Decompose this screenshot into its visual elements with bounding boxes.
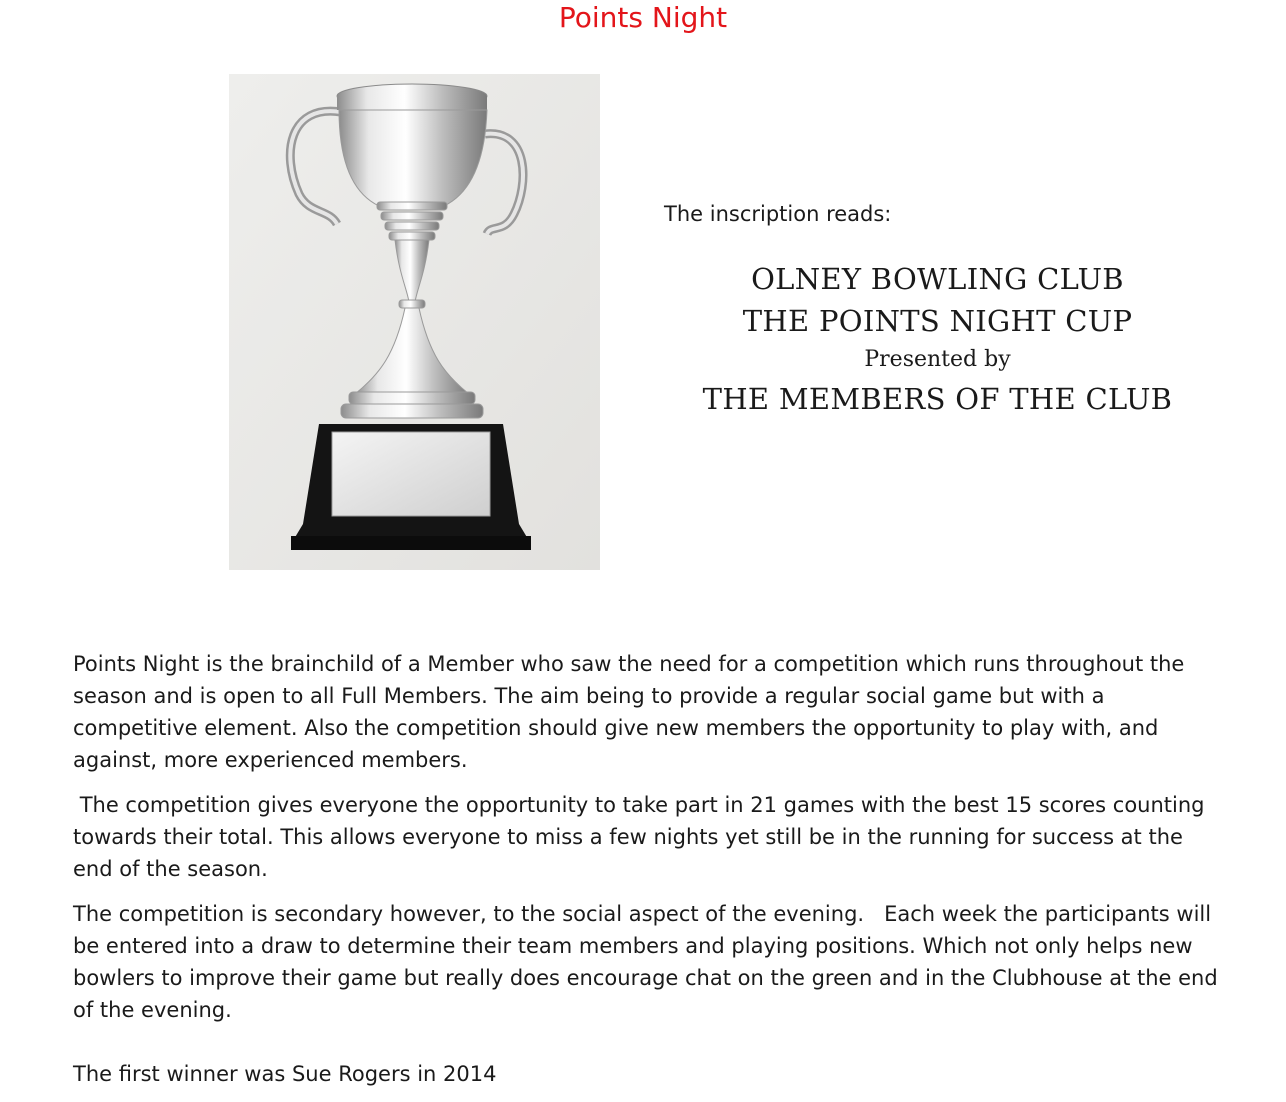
inscription-presented-by: Presented by	[864, 347, 1011, 372]
inscription-members: THE MEMBERS OF THE CLUB	[702, 382, 1173, 416]
inscription-cup-name: THE POINTS NIGHT CUP	[742, 304, 1133, 338]
paragraph-games: The competition gives everyone the opportunity to take part in 21 games with the best 15 scores counting towards their total. This allows everyone to miss a few nights yet still be in the running for success at the end of the season.	[73, 793, 1212, 881]
inscription-intro: The inscription reads:	[664, 202, 892, 226]
first-winner: The first winner was Sue Rogers in 2014	[73, 1062, 497, 1086]
page-title: Points Night	[558, 1, 728, 34]
inscription-club-name: OLNEY BOWLING CLUB	[751, 262, 1124, 296]
description	[73, 648, 1223, 1039]
trophy-photo	[229, 74, 600, 570]
inscription-block	[700, 258, 1175, 420]
paragraph-intro: Points Night is the brainchild of a Member who saw the need for a competition which runs throughout the season and is open to all Full Members. The aim being to provide a regular social game but with a competitive element. Also the competition should give new members the opportunity to play with, and against, more experienced members.	[73, 652, 1185, 772]
paragraph-social: The competition is secondary however, to the social aspect of the evening. Each week the participants will be entered into a draw to determine their team members and playing positions. Which not only helps new bowlers to improve their game but really does encourage chat on the green and in the Clubhouse at the end of the evening.	[73, 902, 1225, 1022]
